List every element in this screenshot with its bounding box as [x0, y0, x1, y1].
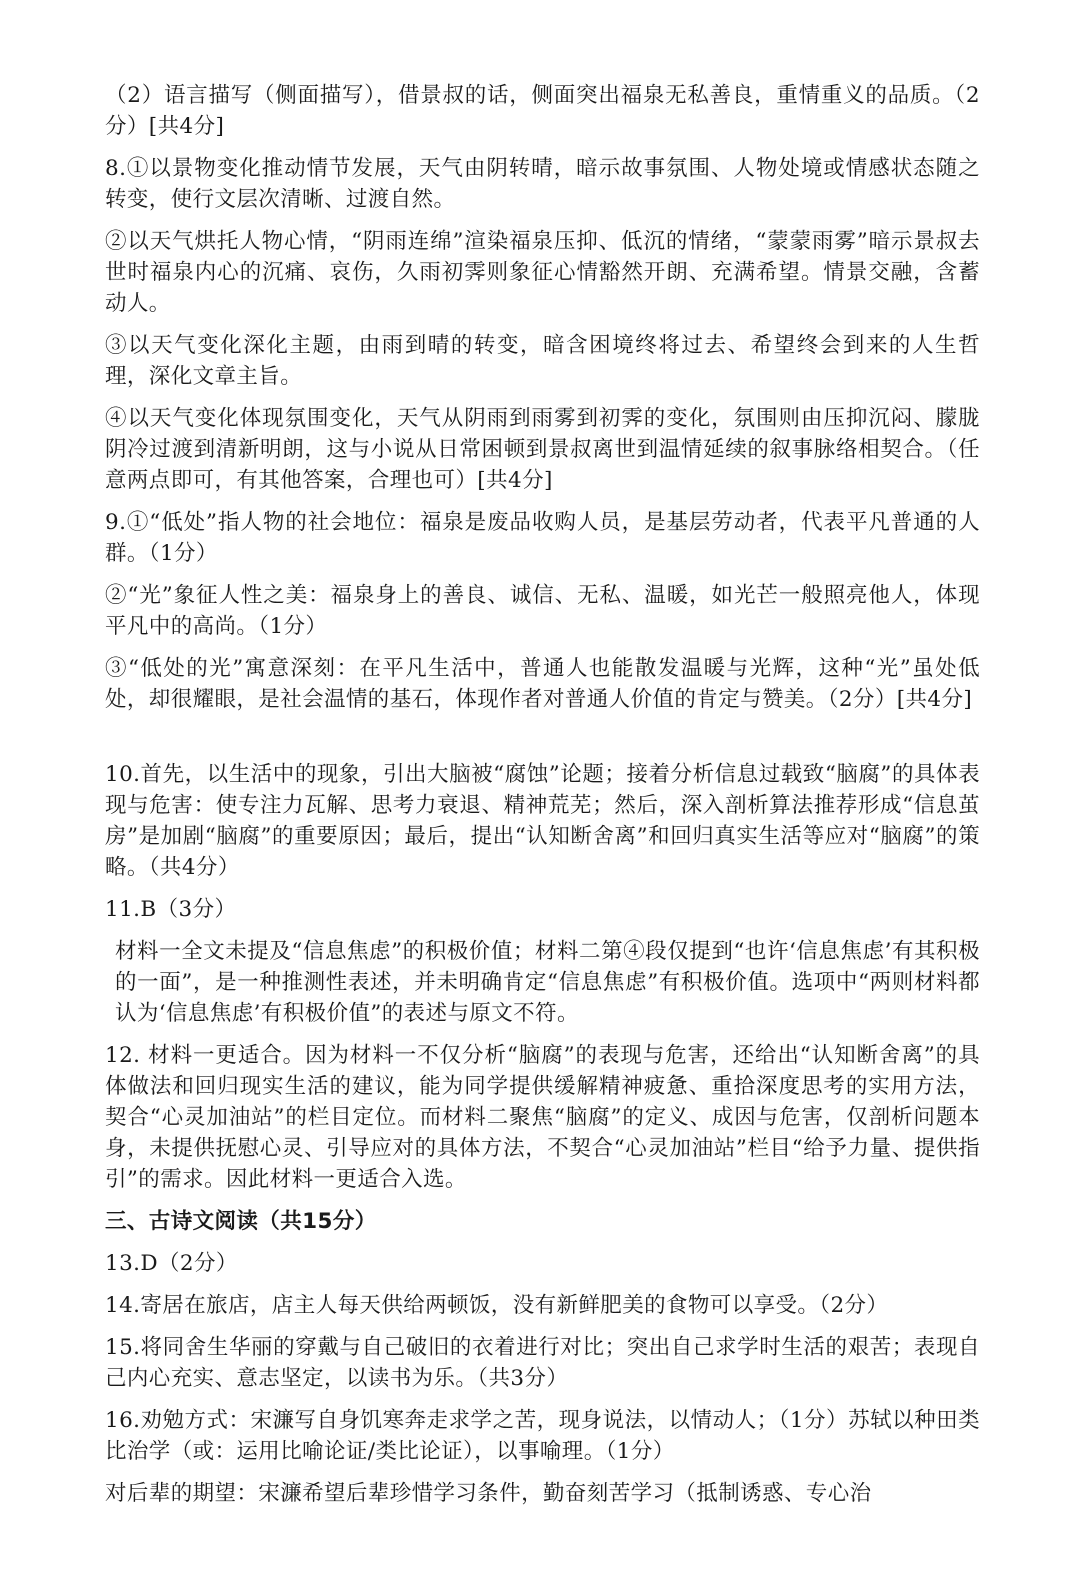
answer-8-3: ③以天气变化深化主题，由雨到晴的转变，暗含困境终将过去、希望终会到来的人生哲理，深化文章主旨。 [105, 333, 980, 389]
answer-12: 12. 材料一更适合。因为材料一不仅分析“脑腐”的表现与危害，还给出“认知断舍离”的具体做法和回归现实生活的建议，能为同学提供缓解精神疲惫、重拾深度思考的实用方法，契合“心灵加油站”的栏目定位。而材料二聚焦“脑腐”的定义、成因与危害，仅剖析问题本身，未提供抚慰心灵、引导应对的具体方法，不契合“心灵加油站”栏目“给予力量、提供指引”的需求。因此材料一更适合入选。 [105, 1043, 980, 1192]
answer-16: 16.劝勉方式：宋濂写自身饥寒奔走求学之苦，现身说法，以情动人；（1分）苏轼以种田类比治学（或：运用比喻论证/类比论证），以事喻理。（1分） [105, 1408, 980, 1464]
answer-16-expectation: 对后辈的期望：宋濂希望后辈珍惜学习条件，勤奋刻苦学习（抵制诱惑、专心治 [105, 1481, 872, 1506]
answer-14: 14.寄居在旅店，店主人每天供给两顿饭，没有新鲜肥美的食物可以享受。（2分） [105, 1293, 889, 1318]
answer-8-1: 8.①以景物变化推动情节发展，天气由阴转晴，暗示故事氛围、人物处境或情感状态随之转变，使行文层次清晰、过渡自然。 [105, 156, 980, 212]
answer-7-2: （2）语言描写（侧面描写），借景叔的话，侧面突出福泉无私善良，重情重义的品质。（2分）[共4分] [105, 83, 980, 139]
answer-8-4: ④以天气变化体现氛围变化，天气从阴雨到雨雾到初霁的变化，氛围则由压抑沉闷、朦胧阴冷过渡到清新明朗，这与小说从日常困顿到景叔离世到温情延续的叙事脉络相契合。（任意两点即可，有其他答案，合理也可）[共4分] [105, 406, 980, 493]
answer-10: 10.首先，以生活中的现象，引出大脑被“腐蚀”论题；接着分析信息过载致“脑腐”的具体表现与危害：使专注力瓦解、思考力衰退、精神荒芜；然后，深入剖析算法推荐形成“信息茧房”是加剧“脑腐”的重要原因；最后，提出“认知断舍离”和回归真实生活等应对“脑腐”的策略。（共4分） [105, 762, 980, 880]
answer-13: 13.D（2分） [105, 1251, 238, 1276]
answer-11-explanation: 材料一全文未提及“信息焦虑”的积极价值；材料二第④段仅提到“也许‘信息焦虑’有其积极的一面”，是一种推测性表述，并未明确肯定“信息焦虑”有积极价值。选项中“两则材料都认为‘信息焦虑’有积极价值”的表述与原文不符。 [115, 939, 980, 1026]
section-heading-classical-reading: 三、古诗文阅读（共15分） [105, 1209, 377, 1234]
answer-15: 15.将同舍生华丽的穿戴与自己破旧的衣着进行对比；突出自己求学时生活的艰苦；表现自己内心充实、意志坚定，以读书为乐。（共3分） [105, 1335, 980, 1391]
answer-9-2: ②“光”象征人性之美：福泉身上的善良、诚信、无私、温暖，如光芒一般照亮他人，体现平凡中的高尚。（1分） [105, 583, 980, 639]
answer-9-1: 9.①“低处”指人物的社会地位：福泉是废品收购人员，是基层劳动者，代表平凡普通的人群。（1分） [105, 510, 980, 566]
answer-key-page [105, 80, 980, 1520]
answer-11: 11.B（3分） [105, 897, 237, 922]
answer-9-3: ③“低处的光”寓意深刻：在平凡生活中，普通人也能散发温暖与光辉，这种“光”虽处低处，却很耀眼，是社会温情的基石，体现作者对普通人价值的肯定与赞美。（2分）[共4分] [105, 656, 980, 712]
answer-8-2: ②以天气烘托人物心情，“阴雨连绵”渲染福泉压抑、低沉的情绪，“蒙蒙雨雾”暗示景叔去世时福泉内心的沉痛、哀伤，久雨初霁则象征心情豁然开朗、充满希望。情景交融，含蓄动人。 [105, 229, 980, 316]
